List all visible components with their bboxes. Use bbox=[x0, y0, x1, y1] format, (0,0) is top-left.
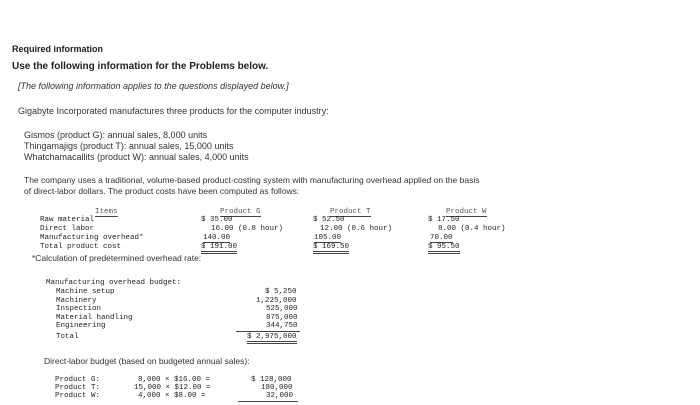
dl-value: $ 128,000 bbox=[251, 376, 292, 384]
table-row-label: Total product cost bbox=[40, 243, 122, 251]
product-line-g: Gismos (product G): annual sales, 8,000 units bbox=[24, 130, 208, 140]
product-line-w: Whatchamacallits (product W): annual sales, 4,000 units bbox=[24, 152, 249, 162]
dl-calc: 4,000 × $8.00 = bbox=[138, 392, 206, 400]
list-item: Machinery bbox=[56, 297, 97, 305]
list-item: Engineering bbox=[56, 322, 106, 330]
col-header-product-t: Product T bbox=[330, 208, 371, 216]
col-header-product-w: Product W bbox=[446, 208, 487, 216]
footnote-text: *Calculation of predetermined overhead rate: bbox=[32, 253, 202, 263]
table-cell-g: 16.00 (0.8 hour) bbox=[211, 225, 284, 233]
table-row-label: Direct labor bbox=[40, 225, 95, 233]
col-header-product-g: Product G bbox=[220, 208, 261, 216]
overhead-total-value: $ 2,975,000 bbox=[247, 333, 297, 344]
system-desc-line-1: The company uses a traditional, volume-based product-costing system with manufacturing overhead applied on the basis bbox=[24, 175, 480, 185]
subtotal-rule bbox=[236, 331, 300, 332]
intro-text: Gigabyte Incorporated manufactures three products for the computer industry: bbox=[18, 106, 329, 116]
table-cell-w: $ 95.50 bbox=[428, 243, 460, 254]
applies-note: [The following information applies to the questions displayed below.] bbox=[18, 81, 289, 91]
required-info-heading: Required information bbox=[12, 44, 104, 54]
list-item-value: $ 5,250 bbox=[265, 288, 297, 296]
overhead-budget-title: Manufacturing overhead budget: bbox=[46, 279, 182, 287]
table-cell-w: $ 17.50 bbox=[428, 216, 460, 224]
table-row-label: Raw material bbox=[40, 216, 95, 224]
list-item-value: 1,225,000 bbox=[256, 297, 297, 305]
col-header-items: Items bbox=[95, 208, 118, 216]
list-item: Material handling bbox=[56, 314, 133, 322]
table-cell-t: 12.00 (0.6 hour) bbox=[320, 225, 393, 233]
subtotal-rule bbox=[238, 401, 298, 402]
dl-value: 180,000 bbox=[261, 384, 293, 392]
table-cell-g: $ 191.00 bbox=[201, 243, 237, 254]
list-item-value: 525,000 bbox=[266, 305, 298, 313]
dl-value: 32,000 bbox=[266, 392, 294, 400]
table-cell-g: 140.00 bbox=[203, 234, 231, 242]
system-desc-line-2: of direct-labor dollars. The product costs have been computed as follows: bbox=[24, 186, 300, 196]
table-row-label: Product T: bbox=[55, 384, 101, 392]
list-item: Machine setup bbox=[56, 288, 115, 296]
dl-calc: 15,000 × $12.00 = bbox=[134, 384, 211, 392]
table-cell-t: $ 52.50 bbox=[313, 216, 345, 224]
list-item: Inspection bbox=[56, 305, 102, 313]
table-cell-g: $ 35.00 bbox=[201, 216, 233, 224]
list-item-value: 875,000 bbox=[266, 314, 298, 322]
dl-calc: 8,000 × $16.00 = bbox=[138, 376, 211, 384]
table-row-label: Manufacturing overhead* bbox=[40, 234, 144, 242]
table-cell-w: 70.00 bbox=[430, 234, 453, 242]
table-cell-w: 8.00 (0.4 hour) bbox=[438, 225, 506, 233]
dl-budget-title: Direct-labor budget (based on budgeted annual sales): bbox=[44, 356, 250, 366]
table-cell-t: 105.00 bbox=[314, 234, 342, 242]
list-item-value: 344,750 bbox=[266, 322, 298, 330]
instruction-heading: Use the following information for the Problems below. bbox=[12, 61, 269, 72]
product-line-t: Thingamajigs (product T): annual sales, 15,000 units bbox=[24, 141, 234, 151]
table-cell-t: $ 169.50 bbox=[313, 243, 349, 254]
overhead-total-label: Total bbox=[56, 333, 79, 341]
table-row-label: Product G: bbox=[55, 376, 101, 384]
table-row-label: Product W: bbox=[55, 392, 101, 400]
